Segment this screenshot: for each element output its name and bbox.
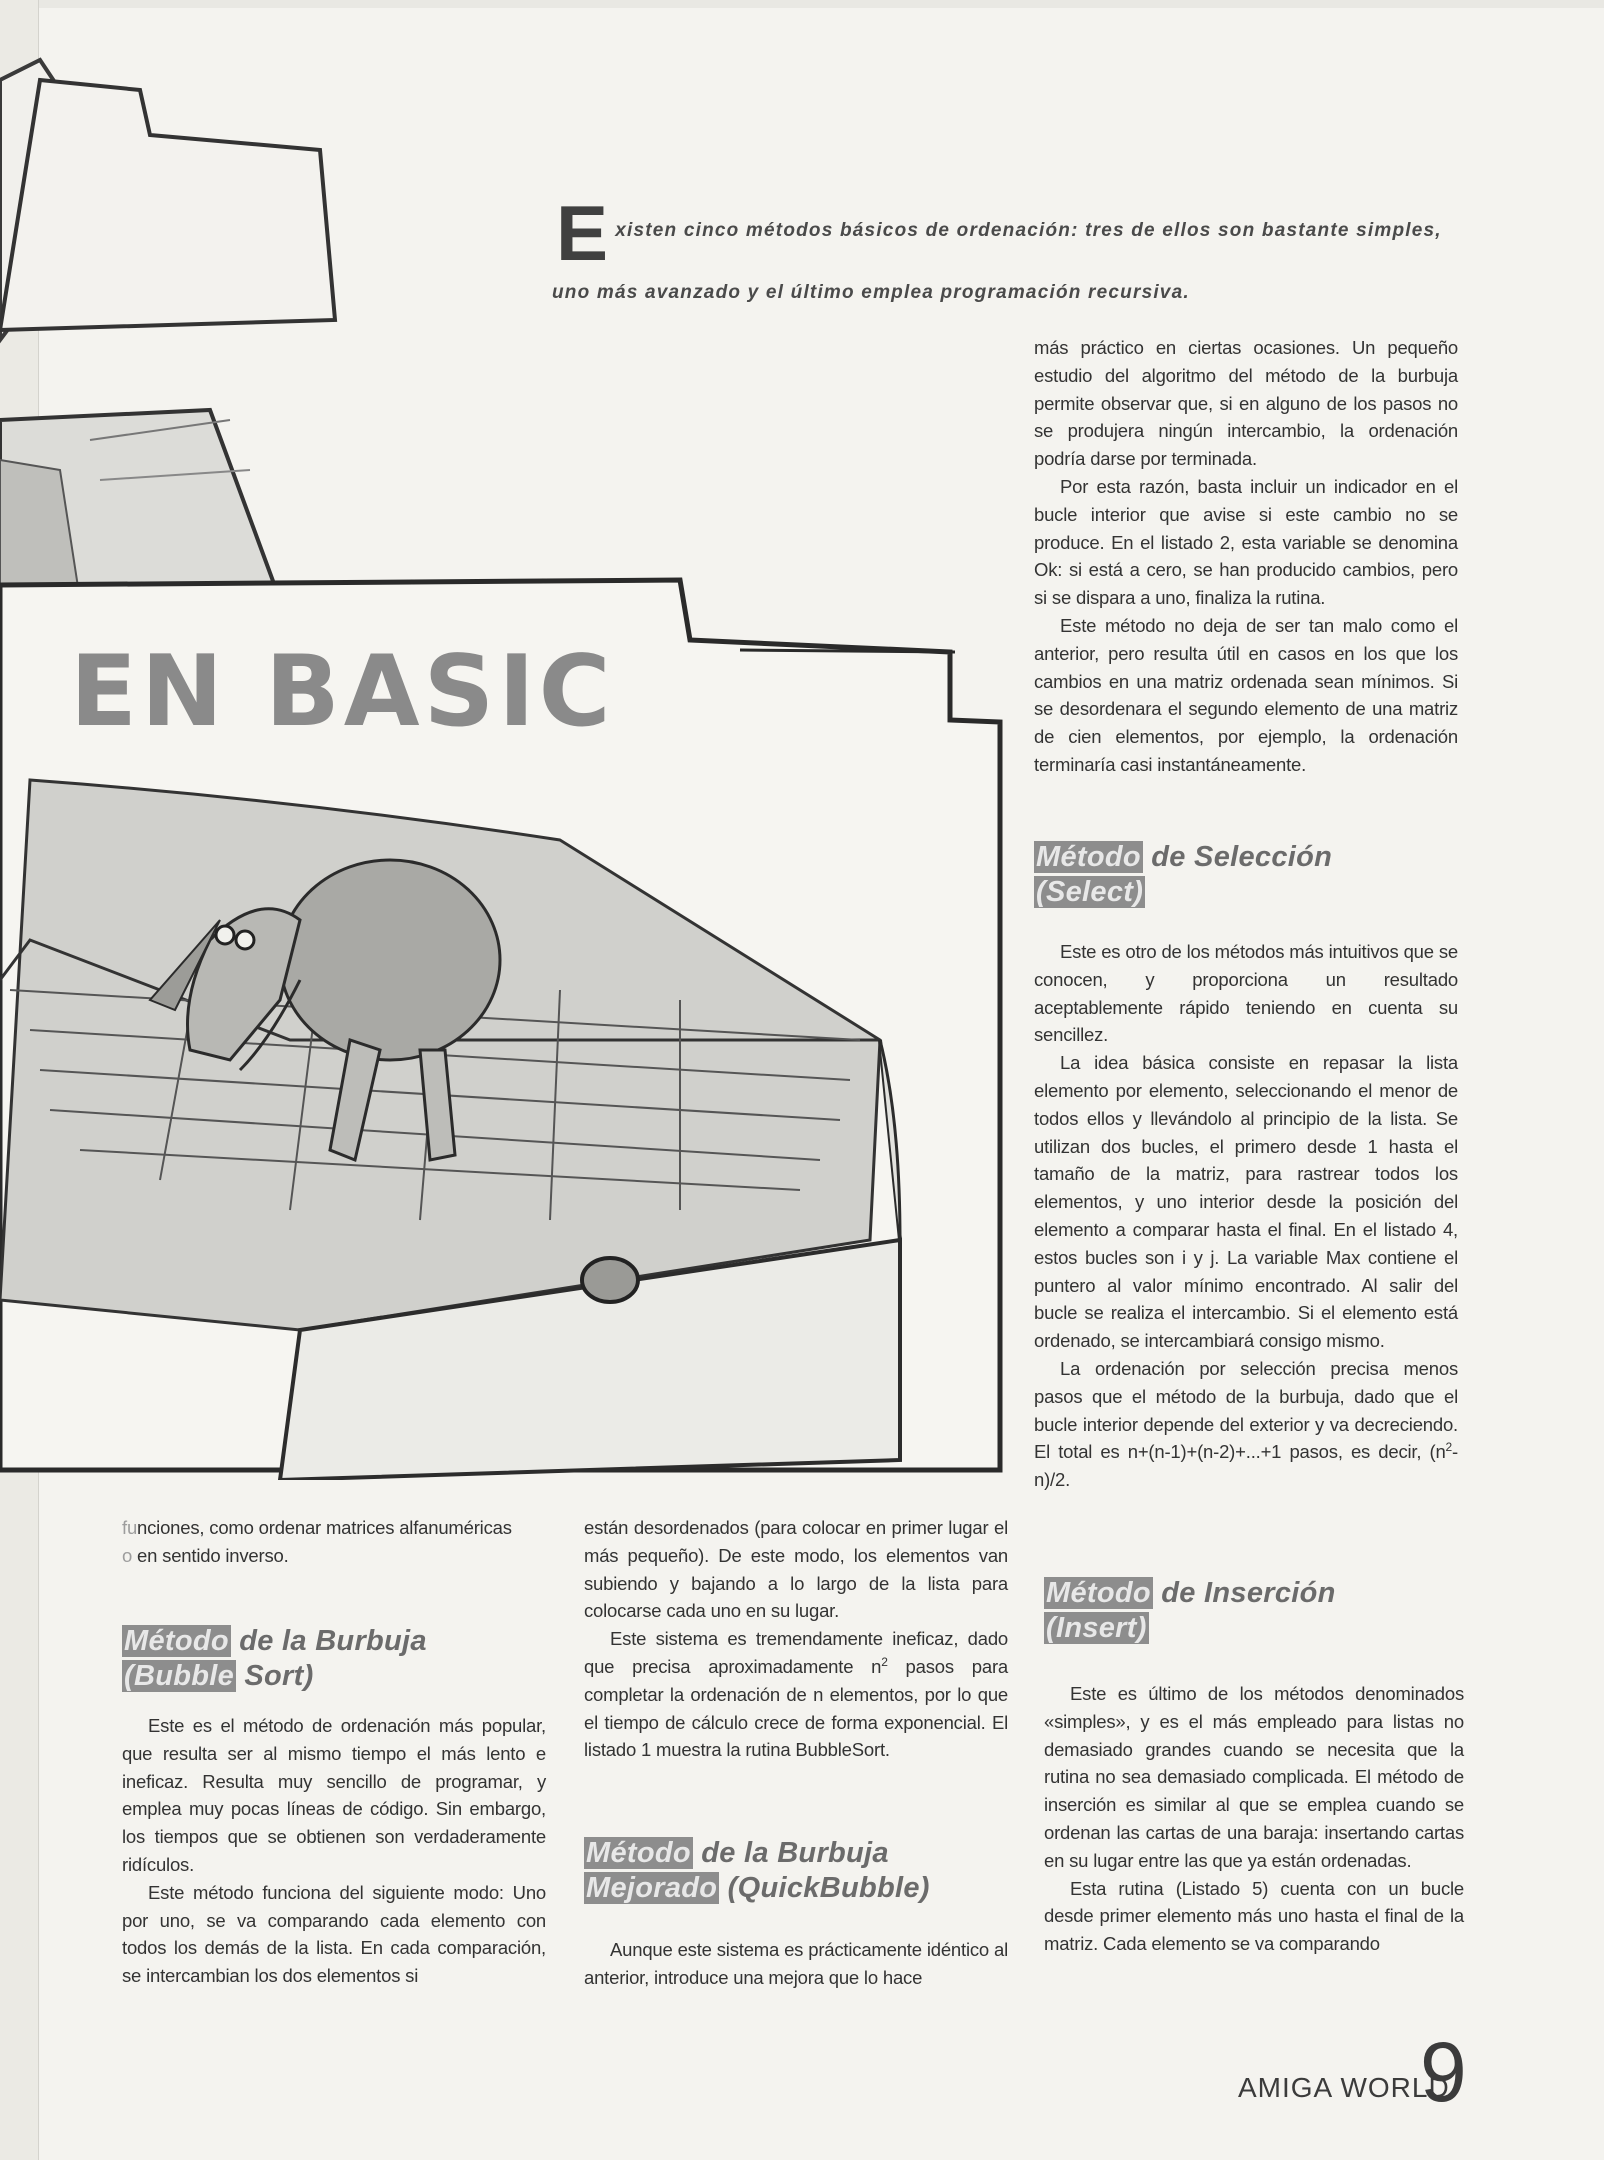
col3-paragraph-4: Este es otro de los métodos más intuitivos que se conocen, y proporciona un resultado aceptablemente rápido teniendo en cuenta su sencillez. (1034, 941, 1458, 1046)
col1-paragraph-1: funciones, como ordenar matrices alfanuméricas o en sentido inverso. (122, 1517, 512, 1566)
col1-paragraph-3: Este método funciona del siguiente modo: Uno por uno, se va comparando cada elemento con todos los demás de la lista. En cada comparación, se intercambian los dos elementos si (122, 1881, 546, 1987)
col2-paragraph-2: Este sistema es tremendamente ineficaz, dado que precisa aproximadamente $n^2$ pasos para completar la ordenación de n elementos, por lo que el tiempo de cálculo crece de forma exponencial. El listado 1 muestra la rutina BubbleSort. (584, 1628, 1008, 1761)
page-top-edge (0, 0, 1604, 8)
heading-insert: Método de Inserción (Insert) (1046, 1577, 1336, 1644)
col3-paragraph-6: La ordenación por selección precisa menos pasos que el método de la burbuja, dado que el bucle interior depende del exterior y va decreciendo. El total es n+(n-1)+(n-2)+...+1 pasos, es decir, $(n^2-n)/2$. (1034, 1357, 1458, 1491)
col3-paragraph-8: Esta rutina (Listado 5) cuenta con un bucle desde primer elemento más uno hasta el final de la matriz. Cada elemento se va comparando (1044, 1877, 1464, 1955)
heading-quickbubble: Método de la Burbuja Mejorado (QuickBubble) (586, 1837, 930, 1904)
column-2-top (584, 1514, 1008, 1764)
col3-paragraph-3: Este método no deja de ser tan malo como el anterior, pero resulta útil en casos en los que los cambios en una matriz ordenada sean mínimos. Si se desordenara el segundo elemento de una matriz de cien elementos, por ejemplo, la ordenación terminaría casi instantáneamente. (1034, 614, 1458, 775)
heading-select: Método de Selección (Select) (1036, 841, 1333, 908)
column-1-body (122, 1712, 546, 1990)
col3-paragraph-7: Este es último de los métodos denominados «simples», y es el más empleado para listas no demasiado grandes cuando se necesita que la rutina no sea demasiado complicada. El método de inserción es similar al que se emplea cuando se ordenan las cartas de una baraja: insertando cartas en su lugar entre las que ya están ordenadas. (1044, 1683, 1464, 1871)
page-number: 9 (1420, 2025, 1467, 2119)
column-3-bottom (1044, 1680, 1464, 1958)
heading-bubble-sort: Método de la Burbuja (Bubble Sort) (124, 1625, 427, 1692)
col3-paragraph-1: más práctico en ciertas ocasiones. Un pequeño estudio del algoritmo del método de la burbuja permite observar que, si en alguno de los pasos no se produjera ningún intercambio, la ordenación podría darse por terminada. (1034, 337, 1458, 470)
column-3-top (1034, 334, 1458, 779)
en-basic-banner: EN BASIC (70, 635, 615, 749)
column-1-top (122, 1514, 546, 1570)
col1-paragraph-2: Este es el método de ordenación más popular, que resulta ser al mismo tiempo el más lento e ineficaz. Resulta muy sencillo de programar, y emplea muy pocas líneas de código. Sin embargo, los tiempos que se obtienen son verdaderamente ridículos. (122, 1715, 546, 1875)
col2-paragraph-3: Aunque este sistema es prácticamente idéntico al anterior, introduce una mejora que lo hace (584, 1939, 1008, 1988)
magazine-name: AMIGA WORLD (1238, 2072, 1450, 2103)
column-3-middle (1034, 938, 1458, 1494)
column-2-body (584, 1936, 1008, 1992)
drop-cap: E (556, 189, 610, 277)
intro-text: xisten cinco métodos básicos de ordenación: tres de ellos son bastante simples, uno más avanzado y el último emplea programación recursiva. (552, 220, 1442, 303)
intro-deck (552, 189, 1452, 324)
col3-paragraph-2: Por esta razón, basta incluir un indicador en el bucle interior que avise si este cambio no se produce. En el listado 2, esta variable se denomina Ok: si está a cero, se han producido cambios, pero si se dispara a uno, finaliza la rutina. (1034, 475, 1458, 609)
col2-paragraph-1: están desordenados (para colocar en primer lugar el más pequeño). De este modo, los elementos van subiendo y bajando a lo largo de la lista para colocarse cada uno en su lugar. (584, 1517, 1008, 1622)
col3-paragraph-5: La idea básica consiste en repasar la lista elemento por elemento, seleccionando el menor de todos ellos y llevándolo al principio de la lista. Se utilizan dos bucles, el primero desde 1 hasta el tamaño de la matriz, para rastrear todos los elementos, y uno interior desde la posición del elemento a comparar hasta el final. En el listado 4, estos bucles son i y j. La variable Max contiene el puntero al valor mínimo encontrado. Al salir del bucle se realiza el intercambio. Si el elemento está ordenado, se intercambiará consigo mismo. (1034, 1052, 1458, 1352)
